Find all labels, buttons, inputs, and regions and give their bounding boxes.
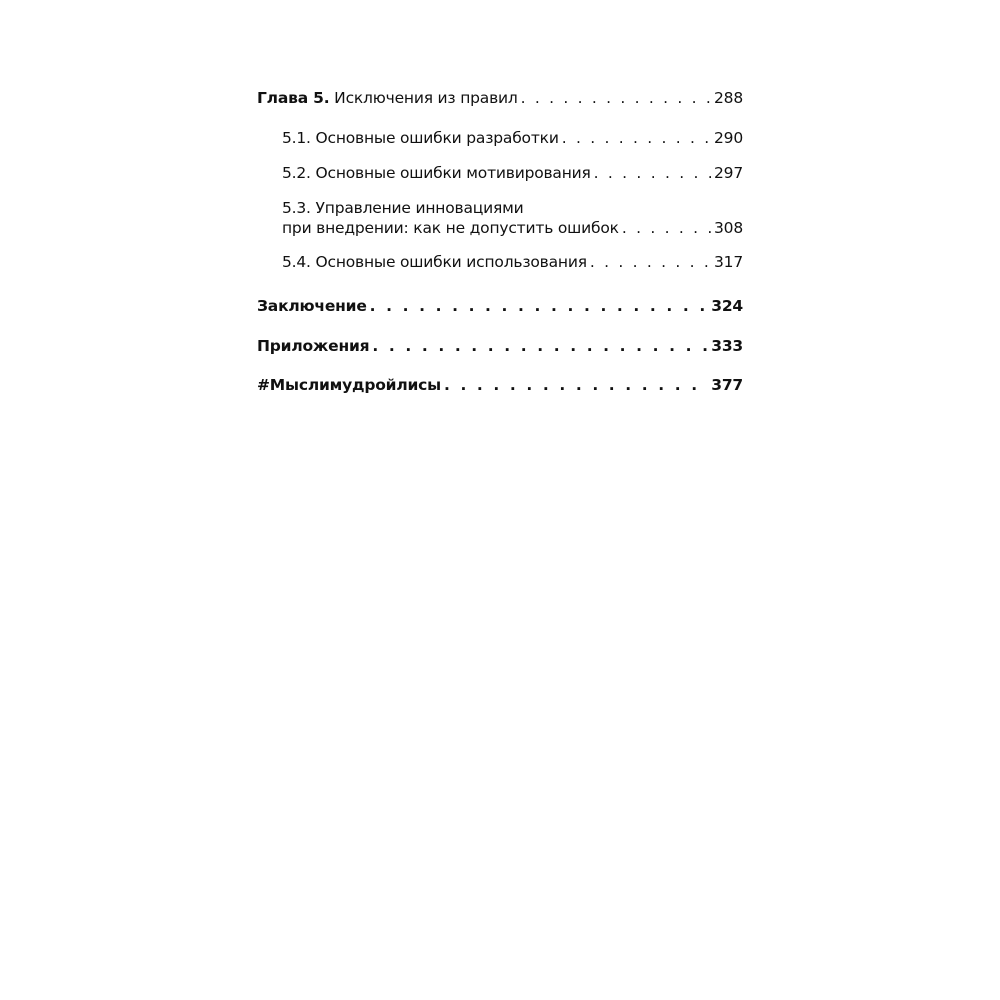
- leader-dots: [370, 296, 709, 316]
- page-number: 317: [714, 253, 743, 271]
- chapter-label: Глава 5.: [257, 89, 330, 107]
- section-number: 5.2.: [282, 164, 311, 182]
- leader-dots: [521, 88, 711, 108]
- toc-entry-hashtag[interactable]: [257, 375, 743, 395]
- page-number: 377: [711, 376, 743, 394]
- toc-entry-section-5-3[interactable]: [257, 198, 743, 238]
- toc-entry-section-5-4[interactable]: [257, 252, 743, 272]
- page-number: 333: [711, 337, 743, 355]
- section-number: 5.4.: [282, 253, 311, 271]
- section-title-line-2: [282, 218, 743, 238]
- page-number: 324: [711, 297, 743, 315]
- part-title: Заключение: [257, 297, 367, 315]
- leader-dots: [590, 252, 711, 272]
- leader-dots: [372, 336, 708, 356]
- toc-entry-section-5-1[interactable]: [257, 128, 743, 148]
- section-title: Основные ошибки разработки: [315, 129, 559, 147]
- toc-entry-appendices[interactable]: [257, 336, 743, 356]
- toc-entry-chapter-5[interactable]: [257, 88, 743, 108]
- section-number: 5.1.: [282, 129, 311, 147]
- toc-entry-conclusion[interactable]: [257, 296, 743, 316]
- toc-entry-section-5-2[interactable]: [257, 163, 743, 183]
- chapter-title: Исключения из правил: [334, 89, 518, 107]
- part-title: Приложения: [257, 337, 370, 355]
- page-number: 288: [714, 89, 743, 107]
- leader-dots: [562, 128, 711, 148]
- section-number: 5.3.: [282, 199, 311, 217]
- page-number: 290: [714, 129, 743, 147]
- leader-dots: [444, 375, 708, 395]
- part-title: #Мыслимудройлисы: [257, 376, 441, 394]
- leader-dots: [594, 163, 711, 183]
- section-title: Основные ошибки использования: [315, 253, 587, 271]
- leader-dots: [622, 218, 711, 238]
- section-title: Управление инновациями: [315, 199, 524, 217]
- section-title-continued: при внедрении: как не допустить ошибок: [282, 219, 619, 237]
- page-number: 297: [714, 164, 743, 182]
- page-number: 308: [714, 219, 743, 237]
- section-title: Основные ошибки мотивирования: [315, 164, 591, 182]
- table-of-contents: [257, 88, 743, 395]
- section-title-line-1: [282, 198, 743, 218]
